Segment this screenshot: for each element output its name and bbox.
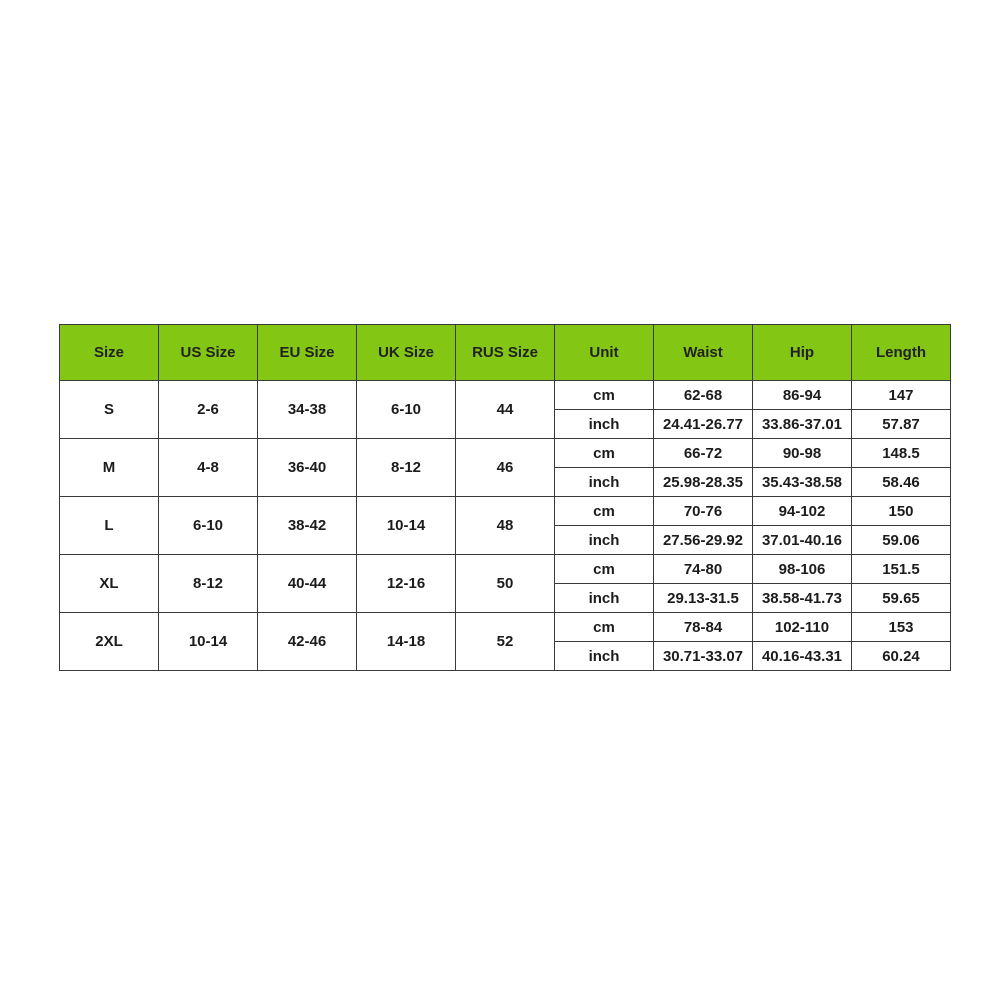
header-eu-size: EU Size [258,325,357,381]
us-size-cell: 4-8 [159,439,258,497]
hip-cell: 38.58-41.73 [753,584,852,613]
rus-size-cell: 50 [456,555,555,613]
header-us-size: US Size [159,325,258,381]
waist-cell: 74-80 [654,555,753,584]
header-size: Size [60,325,159,381]
table-row [60,555,951,584]
hip-cell: 86-94 [753,381,852,410]
unit-cell: inch [555,468,654,497]
eu-size-cell: 38-42 [258,497,357,555]
waist-cell: 25.98-28.35 [654,468,753,497]
hip-cell: 94-102 [753,497,852,526]
waist-cell: 66-72 [654,439,753,468]
header-row [60,325,951,381]
waist-cell: 78-84 [654,613,753,642]
size-cell: L [60,497,159,555]
waist-cell: 24.41-26.77 [654,410,753,439]
header-length: Length [852,325,951,381]
header-waist: Waist [654,325,753,381]
length-cell: 59.65 [852,584,951,613]
us-size-cell: 6-10 [159,497,258,555]
waist-cell: 70-76 [654,497,753,526]
length-cell: 57.87 [852,410,951,439]
header-hip: Hip [753,325,852,381]
unit-cell: inch [555,584,654,613]
header-uk-size: UK Size [357,325,456,381]
hip-cell: 102-110 [753,613,852,642]
length-cell: 151.5 [852,555,951,584]
hip-cell: 40.16-43.31 [753,642,852,671]
eu-size-cell: 34-38 [258,381,357,439]
size-cell: XL [60,555,159,613]
hip-cell: 37.01-40.16 [753,526,852,555]
eu-size-cell: 40-44 [258,555,357,613]
unit-cell: cm [555,381,654,410]
eu-size-cell: 36-40 [258,439,357,497]
unit-cell: inch [555,410,654,439]
length-cell: 60.24 [852,642,951,671]
uk-size-cell: 6-10 [357,381,456,439]
header-rus-size: RUS Size [456,325,555,381]
unit-cell: inch [555,642,654,671]
hip-cell: 98-106 [753,555,852,584]
waist-cell: 29.13-31.5 [654,584,753,613]
us-size-cell: 8-12 [159,555,258,613]
us-size-cell: 2-6 [159,381,258,439]
table-row [60,613,951,642]
table-row [60,439,951,468]
length-cell: 58.46 [852,468,951,497]
size-cell: 2XL [60,613,159,671]
length-cell: 150 [852,497,951,526]
uk-size-cell: 14-18 [357,613,456,671]
rus-size-cell: 52 [456,613,555,671]
rus-size-cell: 46 [456,439,555,497]
unit-cell: inch [555,526,654,555]
uk-size-cell: 8-12 [357,439,456,497]
unit-cell: cm [555,613,654,642]
us-size-cell: 10-14 [159,613,258,671]
unit-cell: cm [555,439,654,468]
size-cell: S [60,381,159,439]
uk-size-cell: 10-14 [357,497,456,555]
rus-size-cell: 44 [456,381,555,439]
uk-size-cell: 12-16 [357,555,456,613]
unit-cell: cm [555,555,654,584]
unit-cell: cm [555,497,654,526]
hip-cell: 33.86-37.01 [753,410,852,439]
length-cell: 147 [852,381,951,410]
waist-cell: 62-68 [654,381,753,410]
size-chart-table [59,324,951,671]
table-row [60,497,951,526]
hip-cell: 35.43-38.58 [753,468,852,497]
length-cell: 148.5 [852,439,951,468]
table-row [60,381,951,410]
header-unit: Unit [555,325,654,381]
length-cell: 153 [852,613,951,642]
rus-size-cell: 48 [456,497,555,555]
waist-cell: 27.56-29.92 [654,526,753,555]
size-cell: M [60,439,159,497]
eu-size-cell: 42-46 [258,613,357,671]
length-cell: 59.06 [852,526,951,555]
hip-cell: 90-98 [753,439,852,468]
waist-cell: 30.71-33.07 [654,642,753,671]
